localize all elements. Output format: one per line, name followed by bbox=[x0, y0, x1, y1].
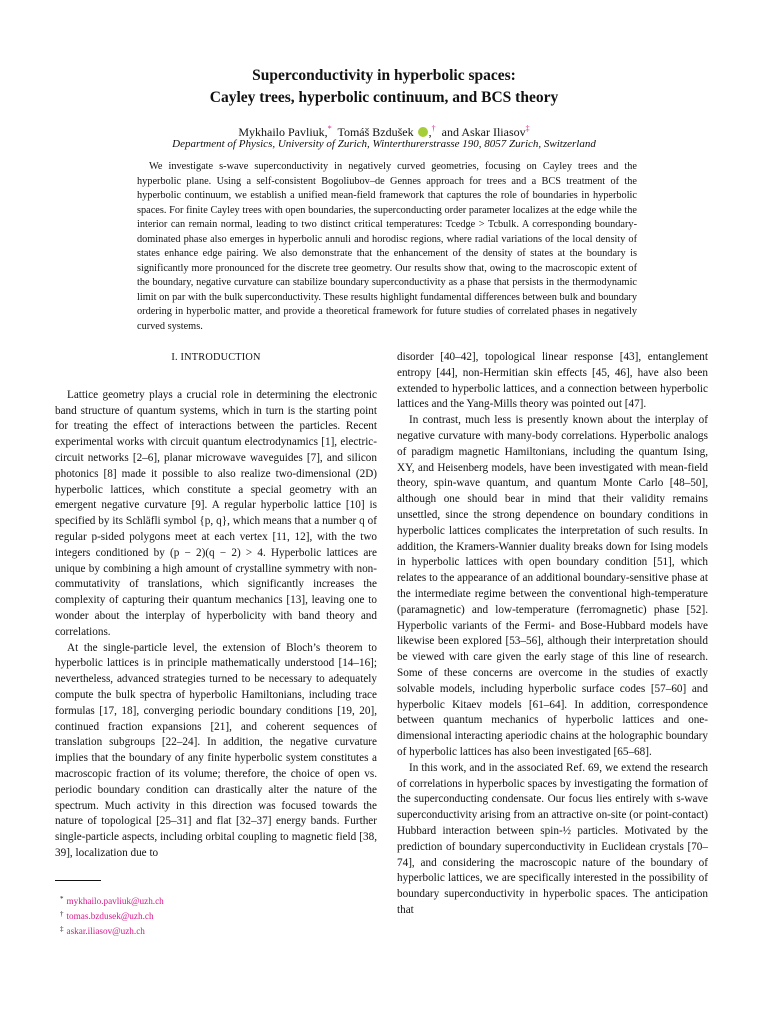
author-1-mark: * bbox=[327, 124, 332, 133]
left-paragraph-1: Lattice geometry plays a crucial role in determining the electronic band structure of quantum systems, which in turn is the starting point for treating the effect of interactions between the particles. Recent experimental works with circuit quantum electrodynamics [1], electric-circuit networks [2–6], planar microwave waveguides [7], and silicon photonics [8] made it possible to also realize two-dimensional (2D) hyperbolic lattices, which constitute a special geometry with an emergent negative curvature [9]. A regular hyperbolic lattice [10] is specified by its Schläfli symbol {p, q}, which means that a number q of regular p-sided polygons meet at each vertex [11, 12], with the two integers conditioned by (p − 2)(q − 2) > 4. Hyperbolic lattices are unique by combining a high amount of crystalline symmetry with non-commutativity of translations, which significantly increases the complexity of capturing their quantum mechanics [13], leaving one to wonder about the interplay of hyperbolicity with band theory and correlations. bbox=[55, 388, 377, 638]
author-3: Askar Iliasov bbox=[461, 125, 526, 139]
orcid-icon[interactable] bbox=[418, 127, 428, 137]
footnote-3: ‡ askar.iliasov@uzh.ch bbox=[60, 925, 145, 936]
footnotes bbox=[60, 893, 164, 938]
author-3-mark: ‡ bbox=[525, 124, 530, 133]
right-paragraph-1: disorder [40–42], topological linear response [43], entanglement entropy [44], non-Hermitian skin effects [45, 46], have also been extended to hyperbolic lattices, and a connection between hyperbolic lattices and the Yang-Mills theory was pointed out [47]. bbox=[397, 351, 708, 411]
left-paragraph-2: At the single-particle level, the extension of Bloch’s theorem to hyperbolic lattices is in principle mathematically understood [14–16]; nevertheless, advanced strategies turned to be necessary to adequately compute the bulk spectra of hyperbolic Hamiltonians, including trace formulas [17, 18], converging periodic boundary conditions [19, 20], continued fraction expansions [21], and coherent sequences of translation subgroups [22–24]. In addition, the negative curvature implies that the boundary of any finite hyperbolic system constitutes a macroscopic fraction of its volume; therefore, the choice of open vs. periodic boundary condition can drastically alter the nature of the spectrum. Much activity in this direction was focused towards the nature of topological [25–31] and flat [32–37] energy bands. Further single-particle aspects, including orbital coupling to magnetic field [38, 39], localization due to bbox=[55, 641, 377, 859]
author-2-mark: † bbox=[431, 124, 436, 133]
footnote-2: † tomas.bzdusek@uzh.ch bbox=[60, 910, 154, 921]
paper-title-line-2: Cayley trees, hyperbolic continuum, and BCS theory bbox=[209, 89, 559, 106]
email-link-2[interactable]: tomas.bzdusek@uzh.ch bbox=[66, 911, 154, 921]
paper-title-line-1: Superconductivity in hyperbolic spaces: bbox=[252, 67, 516, 84]
email-link-1[interactable]: mykhailo.pavliuk@uzh.ch bbox=[66, 896, 164, 906]
author-2: Tomáš Bzdušek bbox=[337, 125, 414, 139]
affiliation: Department of Physics, University of Zurich, Winterthurerstrasse 190, 8057 Zurich, Switzerland bbox=[172, 138, 596, 150]
right-column bbox=[397, 350, 708, 919]
section-heading: I. INTRODUCTION bbox=[171, 352, 261, 363]
right-paragraph-3: In this work, and in the associated Ref. 69, we extend the research of correlations in hyperbolic spaces by investigating the formation of the superconducting condensate. Our focus lies entirely with s-wave superconductivity arising from an attractive on-site (or point-contact) Hubbard interaction between spin-½ particles. Motivated by the prediction of boundary superconductivity in Euclidean crystals [70–74], and considering the macroscopic nature of the boundary of hyperbolic lattices, we are specifically interested in the possibility of boundary superconductivity in hyperbolic spaces. The anticipation that bbox=[397, 761, 708, 916]
footnote-divider bbox=[55, 880, 101, 881]
author-list: Mykhailo Pavliuk,* Tomáš Bzdušek ,† and Askar Iliasov‡ bbox=[238, 124, 530, 139]
right-paragraph-2: In contrast, much less is presently known about the interplay of negative curvature with many-body correlations. Hyperbolic analogs of paradigm magnetic Hamiltonians, including the quantum Ising, XY, and Heisenberg models, have been investigated with mean-field theory, spin-wave quantum, and quantum Monte Carlo [48–50], although one should bear in mind that their validity remains unsettled, since the strong dependence on boundary conditions in hyperbolic lattices complicates the interpretation of such results. In addition, the Kramers-Wannier duality breaks down for Ising models in hyperbolic lattices with open boundary condition [51], which relates to the appearance of an additional boundary-sensitive phase at the intermediate regime between the conventional high-temperature (paramagnetic) and low-temperature (ferromagnetic) phase [52]. Hyperbolic variants of the Fermi- and Bose-Hubbard models have likewise been explored [53–56], although their interpretation should be viewed with care given the early stage of this line of research. Some of these concerns are overcome in the studies of exactly solvable models, including hyperbolic surface codes [57–60] and hyperbolic Kitaev models [61–64]. In addition, correspondence between quantum mechanics of hyperbolic lattices and one-dimensional interacting aperiodic chains at the holographic boundary of hyperbolic lattices has also been investigated [65–68]. bbox=[397, 414, 708, 758]
email-link-3[interactable]: askar.iliasov@uzh.ch bbox=[66, 926, 145, 936]
and-text: and bbox=[441, 125, 459, 139]
abstract: We investigate s-wave superconductivity in negatively curved geometries, focusing on Cayley trees and the hyperbolic plane. Using a self-consistent Bogoliubov–de Gennes approach for trees and a BCS treatment of the hyperbolic continuum, we establish a unified mean-field framework that captures the role of boundaries in hyperbolic spaces. For finite Cayley trees with open boundaries, the superconducting order parameter localizes at the edge while the interior can remain normal, leading to two distinct critical temperatures: Tcedge > Tcbulk. A corresponding boundary-dominated phase also emerges in hyperbolic annuli and horodisc regions, where radial variations of the local density of states enhance edge pairing. We also demonstrate that the enhancement of the density of states at the boundary is significantly more pronounced for the discrete tree geometry. Our results show that, owing to the macroscopic extent of the boundary, negative curvature can stabilize boundary superconductivity as a phase that persists in the thermodynamic limit on par with the bulk superconductivity. These results highlight fundamental differences between bulk and boundary ordering in hyperbolic matter, and provide a theoretical framework for future studies of correlated phases in negatively curved systems. bbox=[137, 161, 637, 332]
left-column bbox=[55, 350, 377, 862]
footnote-1: * mykhailo.pavliuk@uzh.ch bbox=[60, 895, 164, 906]
author-1: Mykhailo Pavliuk, bbox=[238, 125, 328, 139]
